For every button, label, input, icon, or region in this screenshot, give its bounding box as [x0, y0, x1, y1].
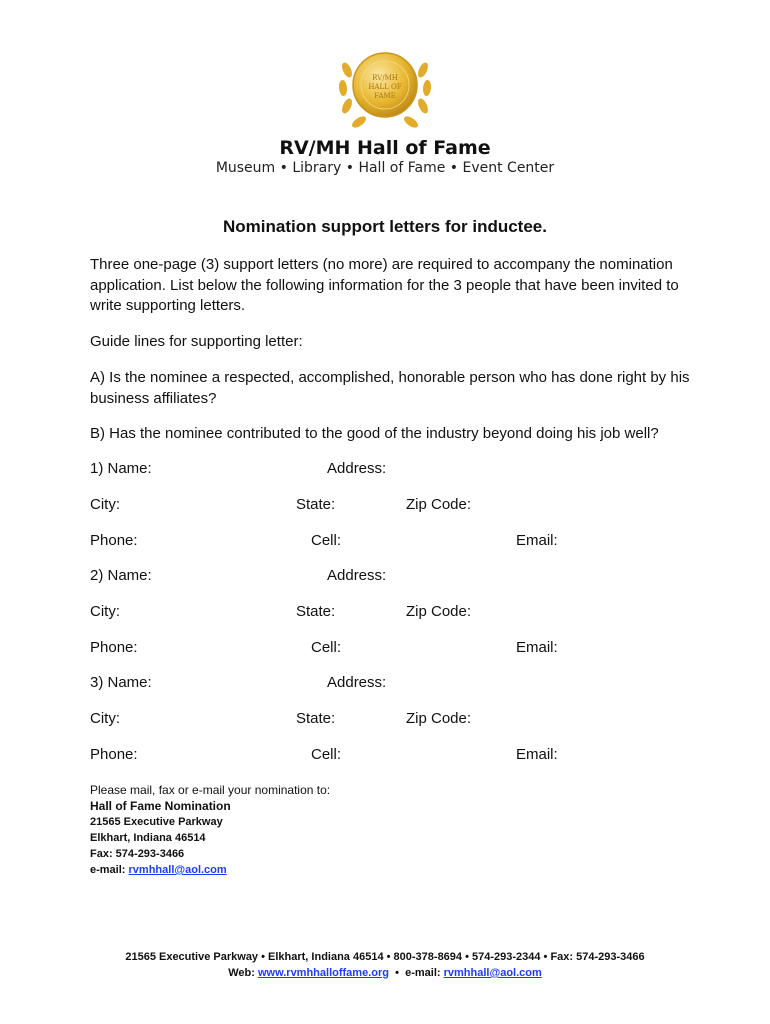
contact-block [90, 782, 330, 878]
guide-heading: Guide lines for supporting letter: [90, 333, 303, 350]
footer-email-link[interactable]: rvmhhall@aol.com [443, 967, 542, 979]
person-1-cell-label: Cell: [311, 532, 342, 549]
footer-web-label: Web: [228, 967, 255, 979]
person-1-phone-label: Phone: [90, 532, 138, 549]
person-2-phone-label: Phone: [90, 639, 138, 656]
person-3-name-label: 3) Name: [90, 674, 152, 691]
person-3-zip-label: Zip Code: [406, 710, 472, 727]
contact-fax: Fax: 574-293-3466 [90, 848, 185, 860]
contact-intro: Please mail, fax or e-mail your nomination to: [90, 783, 331, 797]
footer-address: 21565 Executive Parkway • Elkhart, Indiana 46514 • 800-378-8694 • 574-293-2344 • Fax: 574-293-3466 [125, 951, 645, 963]
person-2-email-label: Email: [516, 639, 558, 656]
person-2-cell-label: Cell: [311, 639, 342, 656]
footer [0, 949, 770, 981]
person-1-city-label: City: [90, 496, 120, 513]
svg-text:RV/MH: RV/MH [372, 74, 398, 82]
contact-email-link[interactable]: rvmhhall@aol.com [128, 864, 227, 876]
person-1-state-label: State: [296, 496, 336, 513]
guideline-a: A) Is the nominee a respected, accomplished, honorable person who has done right by his business affiliates? [90, 369, 690, 407]
hall-of-fame-logo [335, 40, 435, 140]
contact-city: Elkhart, Indiana 46514 [90, 832, 206, 844]
person-1-zip-label: Zip Code: [406, 496, 472, 513]
contact-email-label: e-mail: [90, 864, 126, 876]
svg-text:FAME: FAME [374, 92, 396, 100]
person-1-name-label: 1) Name: [90, 460, 152, 477]
person-2-state-label: State: [296, 603, 336, 620]
person-3-city-label: City: [90, 710, 120, 727]
person-2-zip-label: Zip Code: [406, 603, 472, 620]
person-2-address-label: Address: [327, 567, 387, 584]
org-subtitle: Museum • Library • Hall of Fame • Event Center [215, 160, 555, 176]
footer-separator: • [395, 967, 399, 979]
person-2-name-label: 2) Name: [90, 567, 152, 584]
document-title: Nomination support letters for inductee. [223, 217, 547, 236]
person-3-state-label: State: [296, 710, 336, 727]
footer-email-label: e-mail: [405, 967, 441, 979]
person-3-email-label: Email: [516, 746, 558, 763]
person-1-address-label: Address: [327, 460, 387, 477]
footer-web-link[interactable]: www.rvmhhalloffame.org [257, 967, 389, 979]
svg-text:HALL OF: HALL OF [368, 83, 402, 91]
person-2-city-label: City: [90, 603, 120, 620]
person-3-cell-label: Cell: [311, 746, 342, 763]
contact-street: 21565 Executive Parkway [90, 816, 223, 828]
intro-paragraph: Three one-page (3) support letters (no more) are required to accompany the nomination application. List below the following information for the 3 people that have been invited to write supporting letters. [90, 256, 679, 314]
person-3-phone-label: Phone: [90, 746, 138, 763]
org-title: RV/MH Hall of Fame [279, 137, 491, 159]
guideline-b: B) Has the nominee contributed to the good of the industry beyond doing his job well? [90, 425, 659, 442]
person-3-address-label: Address: [327, 674, 387, 691]
person-1-email-label: Email: [516, 532, 558, 549]
contact-name: Hall of Fame Nomination [90, 799, 231, 813]
